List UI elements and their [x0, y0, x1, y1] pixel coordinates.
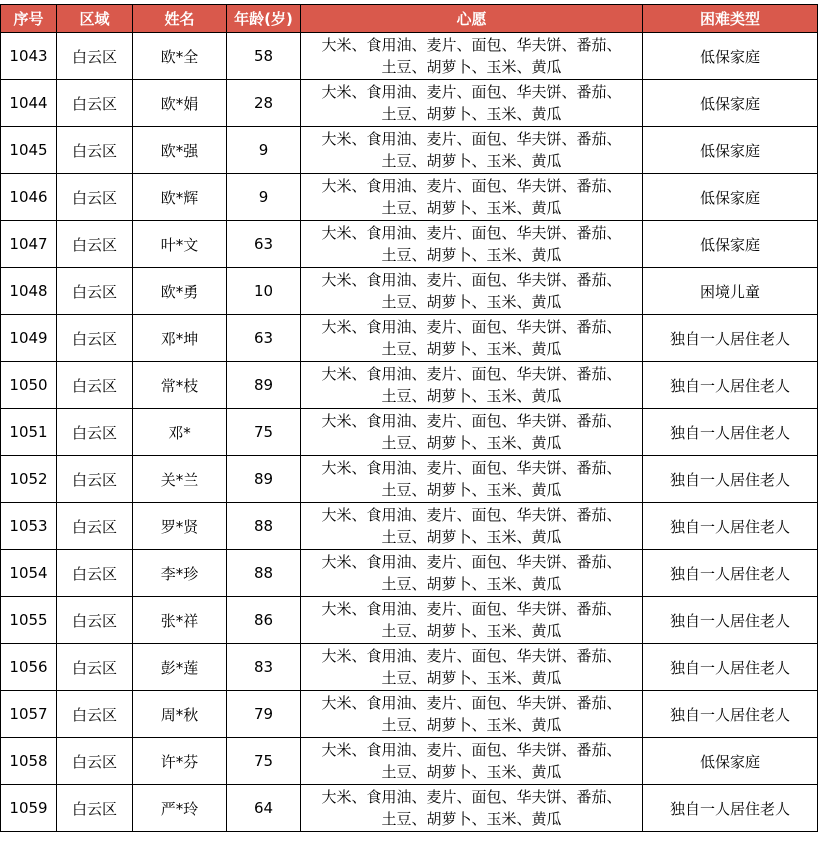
cell-age: 9	[227, 127, 301, 174]
cell-age: 64	[227, 785, 301, 832]
wish-line-2: 土豆、胡萝卜、玉米、黄瓜	[381, 387, 562, 405]
wish-line-1: 大米、食用油、麦片、面包、华夫饼、番茄、	[321, 36, 622, 54]
table-row	[1, 785, 818, 832]
cell-area: 白云区	[57, 174, 133, 221]
wish-table	[0, 4, 818, 832]
cell-age: 58	[227, 33, 301, 80]
cell-id: 1047	[1, 221, 57, 268]
cell-wish	[301, 174, 643, 221]
cell-type: 独自一人居住老人	[643, 691, 818, 738]
cell-age: 28	[227, 80, 301, 127]
cell-type: 低保家庭	[643, 33, 818, 80]
cell-area: 白云区	[57, 785, 133, 832]
cell-type: 独自一人居住老人	[643, 503, 818, 550]
cell-wish	[301, 80, 643, 127]
wish-line-2: 土豆、胡萝卜、玉米、黄瓜	[381, 152, 562, 170]
cell-name: 欧*娟	[133, 80, 227, 127]
cell-name: 彭*莲	[133, 644, 227, 691]
cell-type: 低保家庭	[643, 738, 818, 785]
wish-line-2: 土豆、胡萝卜、玉米、黄瓜	[381, 199, 562, 217]
cell-age: 83	[227, 644, 301, 691]
cell-area: 白云区	[57, 268, 133, 315]
cell-name: 欧*全	[133, 33, 227, 80]
cell-id: 1059	[1, 785, 57, 832]
cell-wish	[301, 738, 643, 785]
cell-id: 1057	[1, 691, 57, 738]
table-row	[1, 738, 818, 785]
cell-type: 独自一人居住老人	[643, 550, 818, 597]
wish-line-2: 土豆、胡萝卜、玉米、黄瓜	[381, 340, 562, 358]
cell-wish	[301, 785, 643, 832]
header-name: 姓名	[133, 5, 227, 33]
wish-line-1: 大米、食用油、麦片、面包、华夫饼、番茄、	[321, 224, 622, 242]
cell-wish	[301, 315, 643, 362]
wish-line-2: 土豆、胡萝卜、玉米、黄瓜	[381, 669, 562, 687]
table-row	[1, 268, 818, 315]
header-row	[1, 5, 818, 33]
wish-line-2: 土豆、胡萝卜、玉米、黄瓜	[381, 528, 562, 546]
cell-age: 63	[227, 315, 301, 362]
wish-line-1: 大米、食用油、麦片、面包、华夫饼、番茄、	[321, 83, 622, 101]
cell-id: 1055	[1, 597, 57, 644]
cell-name: 欧*勇	[133, 268, 227, 315]
wish-line-2: 土豆、胡萝卜、玉米、黄瓜	[381, 763, 562, 781]
cell-age: 86	[227, 597, 301, 644]
table-row	[1, 80, 818, 127]
wish-line-1: 大米、食用油、麦片、面包、华夫饼、番茄、	[321, 271, 622, 289]
wish-line-1: 大米、食用油、麦片、面包、华夫饼、番茄、	[321, 788, 622, 806]
cell-area: 白云区	[57, 644, 133, 691]
wish-line-2: 土豆、胡萝卜、玉米、黄瓜	[381, 293, 562, 311]
wish-line-1: 大米、食用油、麦片、面包、华夫饼、番茄、	[321, 177, 622, 195]
cell-id: 1049	[1, 315, 57, 362]
wish-line-1: 大米、食用油、麦片、面包、华夫饼、番茄、	[321, 412, 622, 430]
cell-wish	[301, 644, 643, 691]
cell-age: 9	[227, 174, 301, 221]
wish-line-2: 土豆、胡萝卜、玉米、黄瓜	[381, 58, 562, 76]
cell-id: 1045	[1, 127, 57, 174]
cell-area: 白云区	[57, 80, 133, 127]
cell-name: 欧*辉	[133, 174, 227, 221]
cell-type: 独自一人居住老人	[643, 456, 818, 503]
wish-line-2: 土豆、胡萝卜、玉米、黄瓜	[381, 246, 562, 264]
cell-id: 1053	[1, 503, 57, 550]
cell-wish	[301, 503, 643, 550]
wish-line-2: 土豆、胡萝卜、玉米、黄瓜	[381, 481, 562, 499]
cell-type: 独自一人居住老人	[643, 409, 818, 456]
cell-type: 低保家庭	[643, 221, 818, 268]
cell-id: 1044	[1, 80, 57, 127]
table-row	[1, 503, 818, 550]
wish-line-1: 大米、食用油、麦片、面包、华夫饼、番茄、	[321, 694, 622, 712]
header-type: 困难类型	[643, 5, 818, 33]
wish-line-2: 土豆、胡萝卜、玉米、黄瓜	[381, 105, 562, 123]
cell-name: 叶*文	[133, 221, 227, 268]
cell-id: 1046	[1, 174, 57, 221]
table-row	[1, 127, 818, 174]
cell-wish	[301, 456, 643, 503]
cell-id: 1048	[1, 268, 57, 315]
table-row	[1, 221, 818, 268]
wish-line-2: 土豆、胡萝卜、玉米、黄瓜	[381, 622, 562, 640]
wish-line-1: 大米、食用油、麦片、面包、华夫饼、番茄、	[321, 741, 622, 759]
table-row	[1, 597, 818, 644]
table-row	[1, 691, 818, 738]
table-row	[1, 362, 818, 409]
cell-age: 89	[227, 362, 301, 409]
cell-name: 罗*贤	[133, 503, 227, 550]
cell-age: 79	[227, 691, 301, 738]
cell-wish	[301, 127, 643, 174]
cell-name: 邓*	[133, 409, 227, 456]
table-row	[1, 456, 818, 503]
table-row	[1, 315, 818, 362]
cell-wish	[301, 221, 643, 268]
wish-line-1: 大米、食用油、麦片、面包、华夫饼、番茄、	[321, 130, 622, 148]
cell-wish	[301, 409, 643, 456]
cell-type: 低保家庭	[643, 127, 818, 174]
cell-age: 88	[227, 503, 301, 550]
cell-type: 独自一人居住老人	[643, 597, 818, 644]
cell-area: 白云区	[57, 456, 133, 503]
header-age: 年龄(岁)	[227, 5, 301, 33]
cell-id: 1058	[1, 738, 57, 785]
cell-area: 白云区	[57, 127, 133, 174]
table-row	[1, 644, 818, 691]
cell-area: 白云区	[57, 221, 133, 268]
table-row	[1, 174, 818, 221]
table-row	[1, 550, 818, 597]
cell-type: 困境儿童	[643, 268, 818, 315]
wish-line-1: 大米、食用油、麦片、面包、华夫饼、番茄、	[321, 365, 622, 383]
cell-area: 白云区	[57, 597, 133, 644]
wish-line-1: 大米、食用油、麦片、面包、华夫饼、番茄、	[321, 600, 622, 618]
wish-line-1: 大米、食用油、麦片、面包、华夫饼、番茄、	[321, 647, 622, 665]
cell-area: 白云区	[57, 315, 133, 362]
cell-name: 周*秋	[133, 691, 227, 738]
cell-wish	[301, 550, 643, 597]
table-row	[1, 33, 818, 80]
cell-wish	[301, 691, 643, 738]
wish-line-2: 土豆、胡萝卜、玉米、黄瓜	[381, 810, 562, 828]
wish-line-2: 土豆、胡萝卜、玉米、黄瓜	[381, 434, 562, 452]
cell-type: 独自一人居住老人	[643, 644, 818, 691]
cell-type: 低保家庭	[643, 174, 818, 221]
cell-wish	[301, 597, 643, 644]
cell-wish	[301, 268, 643, 315]
cell-area: 白云区	[57, 33, 133, 80]
cell-area: 白云区	[57, 409, 133, 456]
wish-line-1: 大米、食用油、麦片、面包、华夫饼、番茄、	[321, 506, 622, 524]
cell-age: 10	[227, 268, 301, 315]
cell-name: 许*芬	[133, 738, 227, 785]
cell-wish	[301, 362, 643, 409]
cell-name: 严*玲	[133, 785, 227, 832]
cell-type: 独自一人居住老人	[643, 315, 818, 362]
cell-name: 李*珍	[133, 550, 227, 597]
wish-line-1: 大米、食用油、麦片、面包、华夫饼、番茄、	[321, 318, 622, 336]
cell-id: 1043	[1, 33, 57, 80]
cell-name: 邓*坤	[133, 315, 227, 362]
cell-name: 欧*强	[133, 127, 227, 174]
header-id: 序号	[1, 5, 57, 33]
header-wish: 心愿	[301, 5, 643, 33]
wish-line-2: 土豆、胡萝卜、玉米、黄瓜	[381, 716, 562, 734]
cell-age: 63	[227, 221, 301, 268]
table-row	[1, 409, 818, 456]
cell-age: 89	[227, 456, 301, 503]
cell-name: 常*枝	[133, 362, 227, 409]
wish-line-1: 大米、食用油、麦片、面包、华夫饼、番茄、	[321, 553, 622, 571]
cell-id: 1052	[1, 456, 57, 503]
cell-area: 白云区	[57, 691, 133, 738]
cell-wish	[301, 33, 643, 80]
cell-age: 88	[227, 550, 301, 597]
header-area: 区域	[57, 5, 133, 33]
cell-name: 张*祥	[133, 597, 227, 644]
cell-age: 75	[227, 409, 301, 456]
cell-area: 白云区	[57, 503, 133, 550]
cell-type: 独自一人居住老人	[643, 785, 818, 832]
cell-area: 白云区	[57, 550, 133, 597]
wish-line-1: 大米、食用油、麦片、面包、华夫饼、番茄、	[321, 459, 622, 477]
cell-name: 关*兰	[133, 456, 227, 503]
cell-type: 独自一人居住老人	[643, 362, 818, 409]
cell-age: 75	[227, 738, 301, 785]
cell-area: 白云区	[57, 362, 133, 409]
wish-line-2: 土豆、胡萝卜、玉米、黄瓜	[381, 575, 562, 593]
table-body	[1, 33, 818, 832]
cell-id: 1056	[1, 644, 57, 691]
cell-id: 1050	[1, 362, 57, 409]
cell-id: 1054	[1, 550, 57, 597]
cell-id: 1051	[1, 409, 57, 456]
table-header	[1, 5, 818, 33]
cell-type: 低保家庭	[643, 80, 818, 127]
cell-area: 白云区	[57, 738, 133, 785]
